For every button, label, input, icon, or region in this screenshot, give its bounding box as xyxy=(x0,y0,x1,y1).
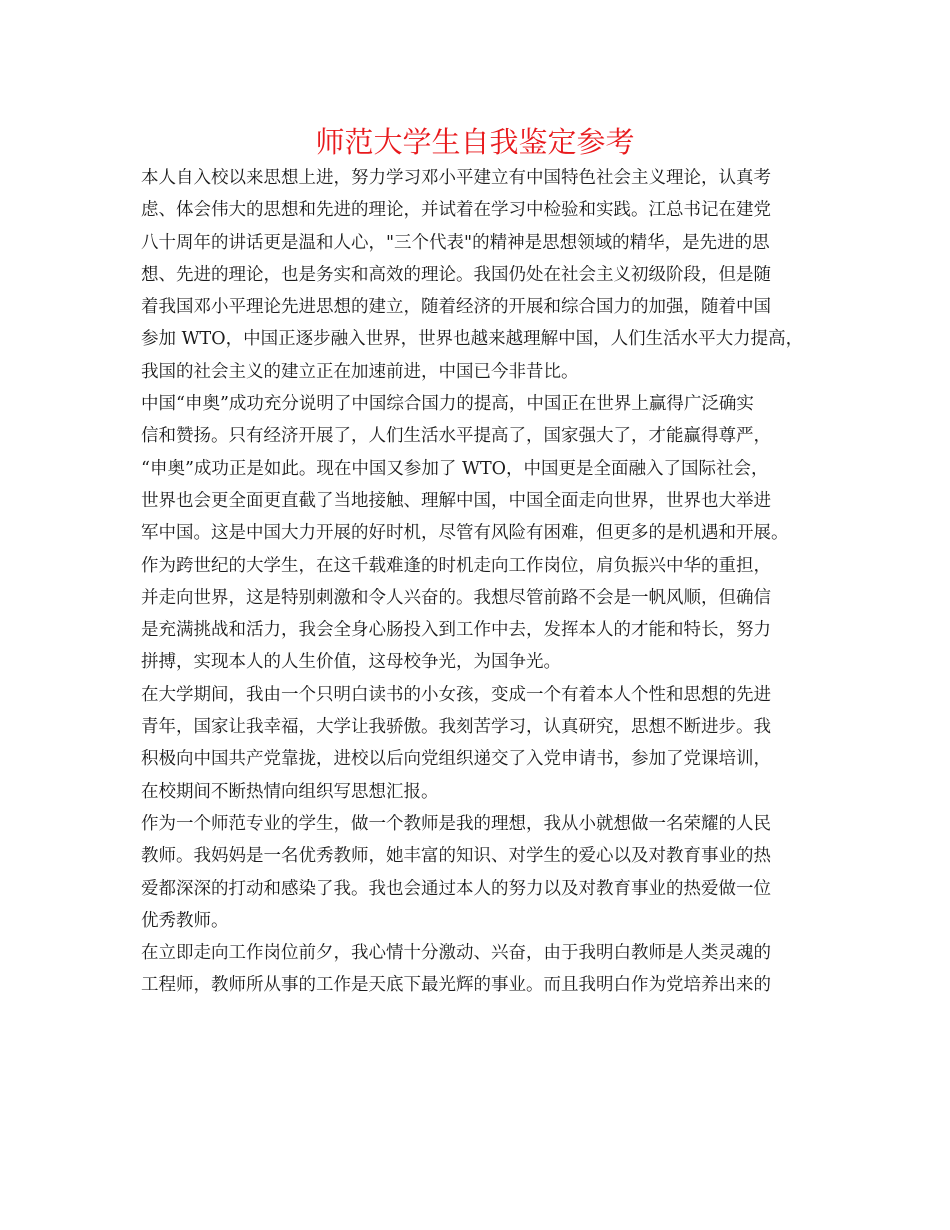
text-line: 作为一个师范专业的学生，做一个教师是我的理想，我从小就想做一名荣耀的人民 xyxy=(141,813,771,834)
paragraph-3 xyxy=(141,679,821,808)
text-line: 参加 WTO，中国正逐步融入世界，世界也越来越理解中国，人们生活水平大力提高， xyxy=(141,329,804,350)
text-line: 我国的社会主义的建立正在加速前进，中国已今非昔比。 xyxy=(141,361,579,382)
text-line: 本人自入校以来思想上进，努力学习邓小平建立有中国特色社会主义理论，认真考 xyxy=(141,168,771,188)
text-line: 想、先进的理论，也是务实和高效的理论。我国仍处在社会主义初级阶段，但是随 xyxy=(141,264,771,285)
text-line: 虑、体会伟大的思想和先进的理论，并试着在学习中检验和实践。江总书记在建党 xyxy=(141,200,771,221)
text-line: 并走向世界，这是特别刺激和令人兴奋的。我想尽管前路不会是一帆风顺，但确信 xyxy=(141,587,771,608)
paragraph-2 xyxy=(141,388,821,679)
text-line: 信和赞扬。只有经济开展了，人们生活水平提高了，国家强大了，才能赢得尊严， xyxy=(141,426,771,447)
text-line: 工程师，教师所从事的工作是天底下最光辉的事业。而且我明白作为党培养出来的 xyxy=(141,975,771,996)
text-line: 在立即走向工作岗位前夕，我心情十分激动、兴奋，由于我明白教师是人类灵魂的 xyxy=(141,943,771,964)
text-line: 在校期间不断热情向组织写思想汇报。 xyxy=(141,781,439,802)
text-line: 世界也会更全面更直截了当地接触、理解中国，中国全面走向世界，世界也大举进 xyxy=(141,490,771,511)
paragraph-1 xyxy=(141,162,821,388)
text-line: 拼搏，实现本人的人生价值，这母校争光，为国争光。 xyxy=(141,652,561,673)
paragraph-4 xyxy=(141,808,821,937)
text-line: 青年，国家让我幸福，大学让我骄傲。我刻苦学习，认真研究，思想不断进步。我 xyxy=(141,717,771,738)
text-line: 在大学期间，我由一个只明白读书的小女孩，变成一个有着本人个性和思想的先进 xyxy=(141,684,771,705)
text-line: 作为跨世纪的大学生，在这千载难逢的时机走向工作岗位，肩负振兴中华的重担， xyxy=(141,555,771,576)
text-line: 是充满挑战和活力，我会全身心肠投入到工作中去，发挥本人的才能和特长，努力 xyxy=(141,620,771,641)
text-line: 军中国。这是中国大力开展的好时机，尽管有风险有困难，但更多的是机遇和开展。 xyxy=(141,523,789,544)
text-line: 爱都深深的打动和感染了我。我也会通过本人的努力以及对教育事业的热爱做一位 xyxy=(141,878,771,899)
document-title: 师范大学生自我鉴定参考 xyxy=(315,125,635,159)
paragraph-5 xyxy=(141,937,821,1002)
text-line: 教师。我妈妈是一名优秀教师，她丰富的知识、对学生的爱心以及对教育事业的热 xyxy=(141,846,771,867)
text-line: 八十周年的讲话更是温和人心，"三个代表"的精神是思想领域的精华，是先进的思 xyxy=(141,232,770,253)
text-line: 优秀教师。 xyxy=(141,910,229,931)
text-line: “申奥”成功正是如此。现在中国又参加了 WTO，中国更是全面融入了国际社会， xyxy=(141,458,769,479)
document-body xyxy=(141,162,821,1002)
text-line: 中国“申奥”成功充分说明了中国综合国力的提高，中国正在世界上赢得广泛确实 xyxy=(141,394,754,415)
text-line: 积极向中国共产党靠拢，进校以后向党组织递交了入党申请书，参加了党课培训， xyxy=(141,749,771,770)
text-line: 着我国邓小平理论先进思想的建立，随着经济的开展和综合国力的加强，随着中国 xyxy=(141,297,771,318)
